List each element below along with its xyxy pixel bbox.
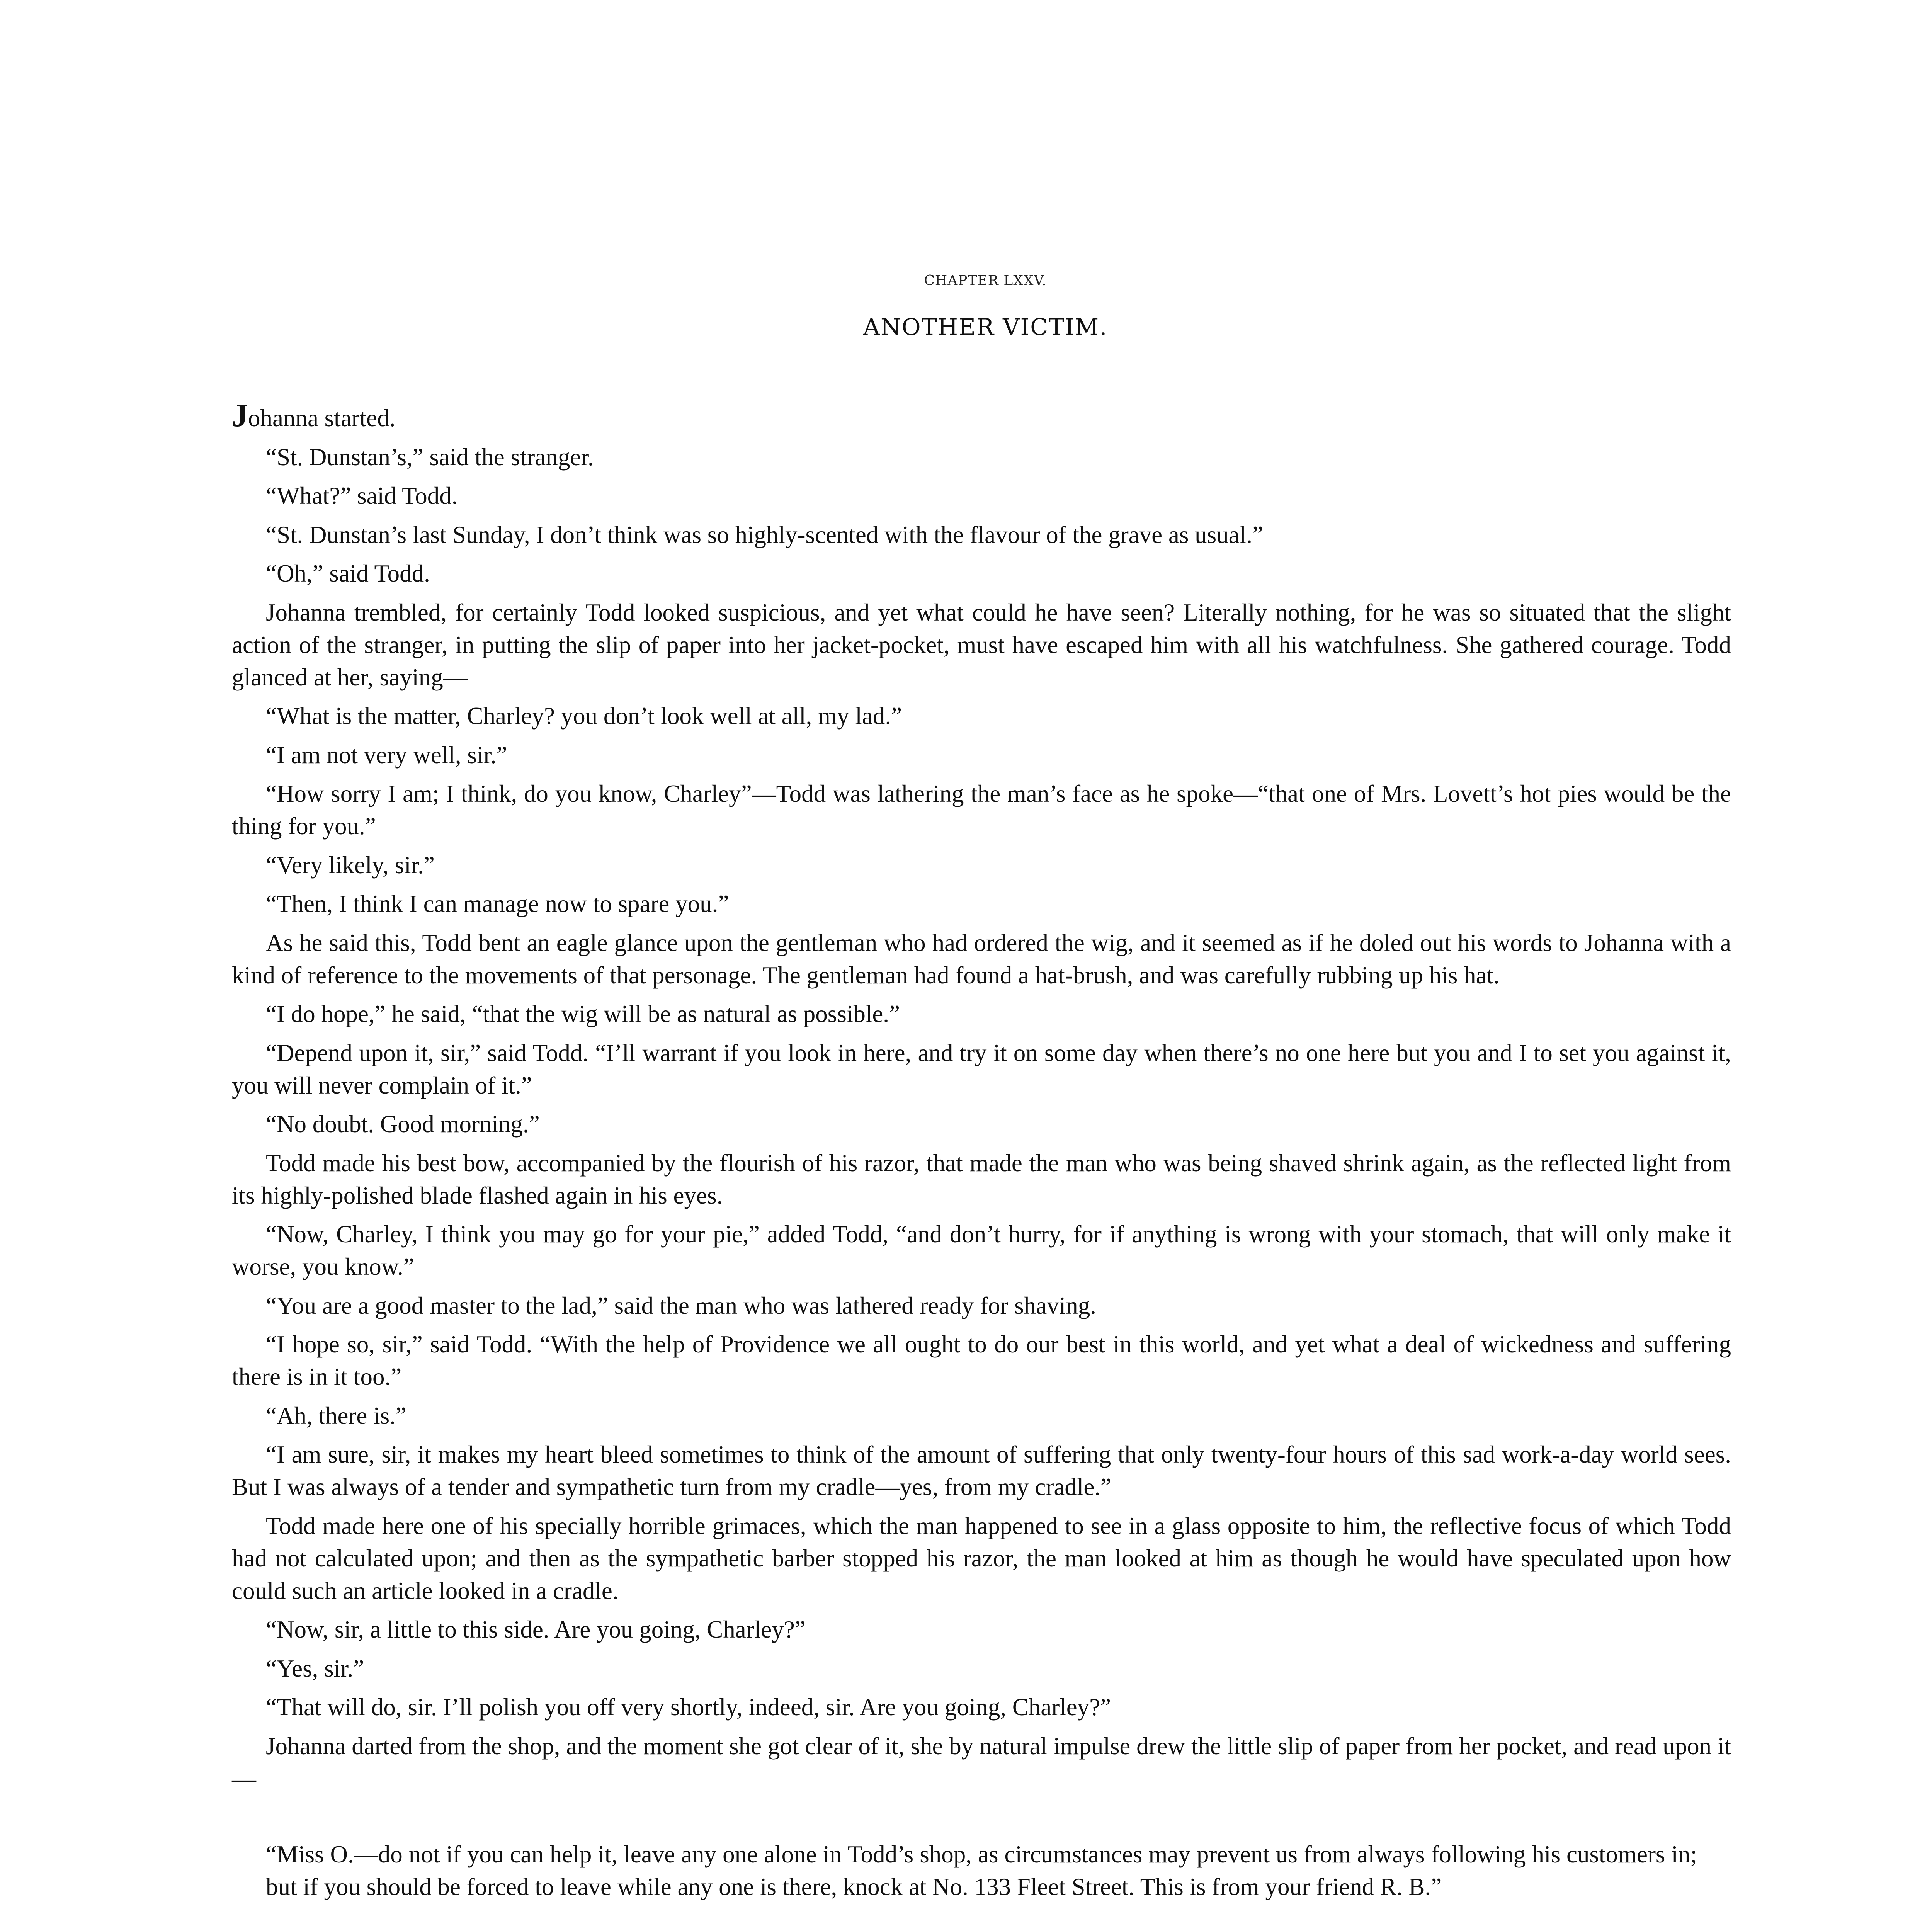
paragraph: Johanna darted from the shop, and the moment she got clear of it, she by natural impulse drew the little slip of paper from her pocket, and read upon it— xyxy=(232,1732,1731,1792)
paragraph: Todd made here one of his specially horrible grimaces, which the man happened to see in a glass opposite to him, the reflective focus of which Todd had not calculated upon; and then as the sympathetic barber stopped his razor, the man looked at him as though he would have speculated upon how could such an article looked in a cradle. xyxy=(232,1512,1731,1604)
paragraph: Johanna started. xyxy=(232,398,396,434)
letter-text: “Miss O.—do not if you can help it, leave any one alone in Todd’s shop, as circumstances may prevent us from always following his customers in; but if you should be forced to leave while any one is there, knock at No. 133 Fleet Street. This is from your friend R. B.” xyxy=(266,1840,1697,1900)
paragraph: “No doubt. Good morning.” xyxy=(266,1111,540,1138)
paragraph: “You are a good master to the lad,” said the man who was lathered ready for shaving. xyxy=(266,1292,1096,1319)
paragraph: “How sorry I am; I think, do you know, Charley”—Todd was lathering the man’s face as he spoke—“that one of Mrs. Lovett’s hot pies would be the thing for you.” xyxy=(232,780,1731,840)
paragraph: “I do hope,” he said, “that the wig will be as natural as possible.” xyxy=(266,1000,900,1027)
body-text xyxy=(232,398,1731,1932)
paragraph: “Then, I think I can manage now to spare you.” xyxy=(266,890,729,917)
paragraph: Johanna trembled, for certainly Todd looked suspicious, and yet what could he have seen? Literally nothing, for he was so situated that the slight action of the stranger, in putting the slip of paper into her jacket-pocket, must have escaped him with all his watchfulness. She gathered courage. Todd glanced at her, saying— xyxy=(232,599,1731,691)
paragraph: “St. Dunstan’s last Sunday, I don’t think was so highly-scented with the flavour of the grave as usual.” xyxy=(266,521,1263,548)
paragraph: “Yes, sir.” xyxy=(266,1655,364,1682)
paragraph: “I am sure, sir, it makes my heart bleed sometimes to think of the amount of suffering that only twenty-four hours of this sad work-a-day world sees. But I was always of a tender and sympathetic turn from my cradle—yes, from my cradle.” xyxy=(232,1441,1731,1500)
paragraph: “That will do, sir. I’ll polish you off very shortly, indeed, sir. Are you going, Charley?” xyxy=(266,1694,1111,1721)
paragraph: As he said this, Todd bent an eagle glance upon the gentleman who had ordered the wig, and it seemed as if he doled out his words to Johanna with a kind of reference to the movements of that personage. The gentleman had found a hat-brush, and was carefully rubbing up his hat. xyxy=(232,929,1731,989)
paragraph: “St. Dunstan’s,” said the stranger. xyxy=(266,443,594,471)
paragraph: “I hope so, sir,” said Todd. “With the help of Providence we all ought to do our best in this world, and yet what a deal of wickedness and suffering there is in it too.” xyxy=(232,1331,1731,1390)
paragraph: “What?” said Todd. xyxy=(266,482,458,509)
quoted-letter xyxy=(266,1838,1697,1903)
paragraph: “Depend upon it, sir,” said Todd. “I’ll warrant if you look in here, and try it on some day when there’s no one here but you and I to set you against it, you will never complain of it.” xyxy=(232,1039,1731,1099)
paragraph: “Ah, there is.” xyxy=(266,1402,406,1429)
paragraph: Todd made his best bow, accompanied by the flourish of his razor, that made the man who was being shaved shrink again, as the reflected light from its highly-polished blade flashed again in his eyes. xyxy=(232,1149,1731,1209)
drop-cap: J xyxy=(232,398,248,434)
paragraph: “I am not very well, sir.” xyxy=(266,741,507,769)
paragraph: “Very likely, sir.” xyxy=(266,851,435,879)
paragraph: “Now, Charley, I think you may go for your pie,” added Todd, “and don’t hurry, for if anything is wrong with your stomach, that will only make it worse, you know.” xyxy=(232,1221,1731,1280)
chapter-number: CHAPTER LXXV. xyxy=(924,273,1047,289)
paragraph: “Now, sir, a little to this side. Are you going, Charley?” xyxy=(266,1616,806,1643)
chapter-title: ANOTHER VICTIM. xyxy=(863,314,1108,341)
paragraph: “Oh,” said Todd. xyxy=(266,560,430,587)
paragraph: “What is the matter, Charley? you don’t look well at all, my lad.” xyxy=(266,702,902,730)
